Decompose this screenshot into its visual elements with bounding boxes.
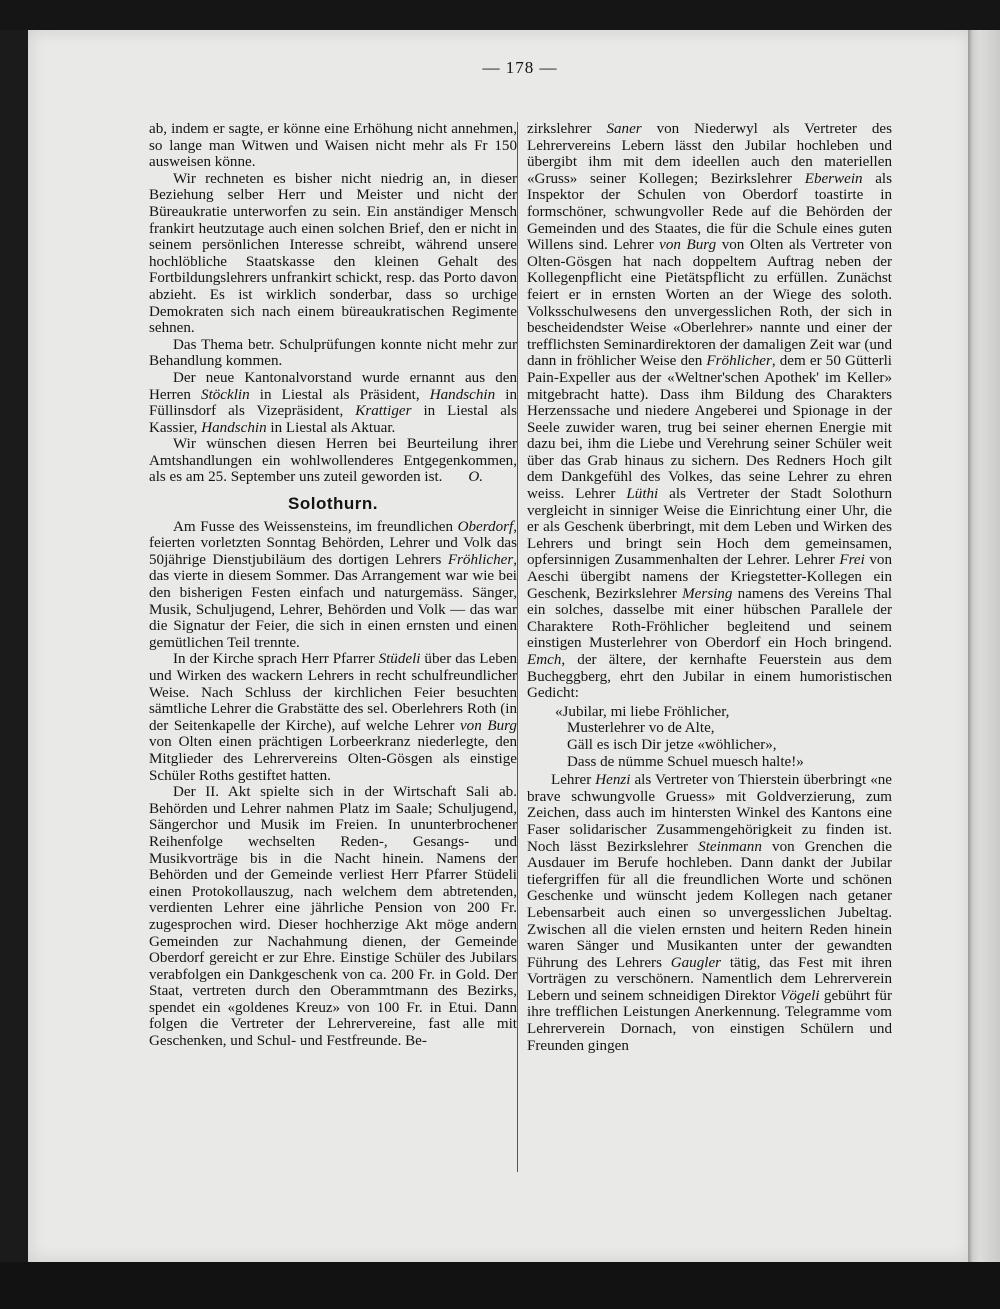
person-name: Saner (606, 121, 642, 137)
author-signature: O. (468, 469, 483, 486)
poem (527, 704, 892, 770)
text-run: in Liestal als Kassier, (149, 403, 518, 436)
person-name: Krattiger (355, 403, 412, 420)
person-name: von Burg (459, 717, 517, 734)
person-name: Gaugler (670, 954, 722, 971)
text-run: von Aeschi übergibt namens der Kriegstetter-Kollegen ein Geschenk, Bezirkslehrer (527, 552, 892, 602)
person-name: Steinmann (698, 838, 762, 855)
paragraph (149, 370, 517, 436)
text-run: in Liestal als Präsident, (249, 386, 430, 403)
poem-line: Musterlehrer vo de Alte, (567, 720, 715, 737)
text-run: In der Kirche sprach Herr Pfarrer (173, 651, 379, 668)
text-run: namens des Vereins Thal ein solches, dasselbe mit einer hübschen Parallele der Charaktere Roth-Fröhlicher begleitend und seinem einstigen Musterlehrer von Oberdorf ein Hoch bringend. (527, 585, 893, 652)
text-run: von Niederwyl als Vertreter des Lehrervereins Lebern lässt den Jubilar hochleben und übergibt ihm mit dem ideellen auch den materiellen «Gruss» seiner Kollegen; Bezirkslehrer (527, 121, 892, 187)
page-number: — 178 — (482, 58, 558, 77)
place-name: Oberdorf (457, 518, 514, 535)
paragraph: Der II. Akt spielte sich in der Wirtschaft Sali ab. Behörden und Lehrer nahmen Platz im Saale; Schuljugend, Sängerchor und Musik im Freien. In ununterbrochener Reihenfolge wechselten Reden-, Gesangs- und Musikvorträge bis in die Nacht hinein. Namens der Behörden und der Gemeinde verliest Herr Pfarrer Stüdeli einen Protokollauszug, nach welchem dem abtretenden, verdienten Lehrer eine jährliche Pension von 200 Fr. zugesprochen wird. Dieser hochherzige Akt möge andern Gemeinden zur Nachahmung dienen, der Gemeinde Oberdorf gereicht er zur Ehre. Einstige Schüler des Jubilars verabfolgen ein Dankgeschenk von ca. 200 Fr. in Gold. Der Staat, vertreten durch den Oberammtmann des Bezirks, spendet ein «goldenes Kreuz» von 100 Fr. in Etui. Dann folgen die Vertreter der Lehrervereine, fast alle mit Geschenken, und Schul- und Festfreunde. Be- (149, 784, 517, 1050)
left-column (149, 121, 517, 1050)
person-name: Stüdeli (378, 651, 421, 668)
text-run: Der neue Kantonalvorstand wurde ernannt aus den Herren (149, 369, 517, 403)
person-name: Stöcklin (201, 386, 250, 403)
poem-line: Gäll es isch Dir jetze «wöhlicher», (567, 736, 777, 753)
text-run: als Vertreter der Stadt Solothurn vergleicht in sinniger Weise die Einrichtung einer Uhr, die er als Geschenk überbringt, mit dem Leben und Wirken des Lehrers und bringt sein Hoch dem gemeinsamen, opfersinnigen Zusammenhalten der Lehrer. Lehrer (527, 486, 892, 569)
person-name: Fröhlicher (706, 353, 772, 370)
text-run: zirkslehrer (527, 121, 607, 137)
paragraph (149, 519, 517, 652)
text-run: von Grenchen die Ausdauer im Berufe hochleben. Dann dankt der Jubilar tiefergriffen für all die freundlichen Worte und schönen Geschenke und wünscht jedem Kollegen nach getaner Lebensarbeit auch einen so unvergesslichen Jubeltag. Zwischen all die vielen ernsten und heitern Reden hinein waren Sänger und Musikanten unter der gewandten Führung des Lehrers (527, 838, 892, 971)
paragraph (149, 436, 517, 486)
column-divider (517, 122, 518, 1172)
text-run: als Vertreter von Thierstein überbringt «ne brave schwungvolle Gruess» mit Goldverzierung, zum Zeichen, dass auch im hintersten Winkel des Kantons eine Faser solidarischer Zusammengehörigkeit zu finden ist. Noch lässt Bezirkslehrer (527, 772, 892, 855)
text-run: Lehrer (551, 772, 596, 789)
person-name: Vögeli (780, 987, 820, 1004)
person-name: Fröhlicher (447, 551, 514, 568)
text-run: als Inspektor der Schulen von Oberdorf toastirte in formschöner, schwungvoller Rede auf die Behörden der Gemeinden und des Staates, die für die Schule eines guten Willens sind. Lehrer (527, 170, 892, 254)
person-name: Eberwein (804, 170, 863, 187)
paragraph: Wir rechneten es bisher nicht niedrig an, in dieser Beziehung selber Herr und Meister und nicht der Büreaukratie unterworfen zu sein. Ein anständiger Mensch frankirt heutzutage auch einen solchen Brief, den er nicht in seinem persönlichen Interesse schreibt, während unsere hochlöbliche Staatskasse den kleinen Gehalt des Fortbildungslehrers unfrankirt schickt, resp. das Porto davon abzieht. Es ist wirklich sonderbar, dass so urchige Demokraten sich nach einem büreaukratischen Regimente sehnen. (149, 170, 517, 337)
paragraph (527, 121, 892, 702)
text-run: , feierten vorletzten Sonntag Behörden, Lehrer und Volk das 50jährige Dienstjubiläum des dortigen Lehrers (149, 518, 517, 568)
paragraph (149, 651, 517, 784)
person-name: von Burg (659, 237, 717, 254)
person-name: Mersing (682, 585, 733, 602)
poem-line: Dass de nümme Schuel muesch halte!» (567, 753, 804, 770)
paragraph (527, 772, 892, 1054)
person-name: Lüthi (626, 486, 659, 503)
person-name: Emch (527, 652, 562, 668)
paragraph: Das Thema betr. Schulprüfungen konnte nicht mehr zur Behandlung kommen. (149, 336, 517, 370)
scan-border-top (0, 0, 1000, 30)
person-name: Frei (839, 552, 865, 569)
scan-border-bottom (0, 1262, 1000, 1309)
paragraph: ab, indem er sagte, er könne eine Erhöhung nicht annehmen, so lange man Witwen und Waisen nicht mehr als Fr 150 ausweisen könne. (149, 121, 517, 171)
text-run: von Olten einen prächtigen Lorbeerkranz niederlegte, den Mitglieder des Lehrervereins Olten-Gösgen als einstige Schüler Roths gestiftet hatten. (149, 734, 517, 784)
person-name: Handschin (201, 419, 267, 436)
text-run: von Olten als Vertreter von Olten-Gösgen hat nach doppeltem Auftrag neben der Kollegenpflicht eine Pietätspflicht zu erfüllen. Zunächst feiert er in ernsten Worten an der Wiege des soloth. Volksschulwesens den unvergesslichen Roth, der sich in bescheidendster Weise «Oberlehrer» nannte und einer der trefflichsten Seminardirektoren der damaligen Zeit war (und dann in fröhlicher Weise den (527, 237, 892, 370)
poem-line: «Jubilar, mi liebe Fröhlicher, (555, 703, 730, 720)
person-name: Henzi (595, 772, 631, 789)
text-run: Wir wünschen diesen Herren bei Beurteilung ihrer Amtshandlungen ein wohlwollenderes Entgegenkommen, als es am 25. September uns zuteil geworden ist. (149, 436, 517, 486)
text-run: , das vierte in diesem Sommer. Das Arrangement war wie bei den bisherigen Festen einfach und naturgemäss. Sänger, Musik, Schuljugend, Lehrer, Behörden und Volk — das war die Signatur der Feier, die sich in einen ernsten und einen gemütlichen Teil trennte. (149, 551, 517, 651)
text-run: , der ältere, der kernhafte Feuerstein aus dem Bucheggberg, ehrt den Jubilar in einem humoristischen Gedicht: (527, 652, 892, 702)
person-name: Handschin (429, 386, 496, 403)
text-run: gebührt für ihre trefflichen Leistungen Anerkennung. Telegramme vom Lehrerverein Dornach, von einstigen Schülern und Freunden gingen (527, 987, 892, 1054)
text-run: , dem er 50 Gütterli Pain-Expeller aus der «Weltner'schen Apothek' im Keller» mitgebracht hatte). Dass ihm Bildung des Charakters Herzenssache und niedere Angeberei und Spionage in der Seele zuwider waren, trug bei seiner ehernen Energie mit dazu bei, ihm die Liebe und Verehrung seiner Schüler weit über das Grab hinaus zu sichern. Des Redners Hoch gilt dem Dankgefühl des Volkes, das seine Lehrer zu ehren weiss. Lehrer (527, 353, 892, 503)
text-run: über das Leben und Wirken des wackern Lehrers in recht schulfreundlicher Weise. Nach Schluss der kirchlichen Feier besuchten sämtliche Lehrer die Grabstätte des sel. Oberlehrers Roth (in der Seitenkapelle der Kirche), auf welche Lehrer (149, 651, 517, 734)
adjacent-page-edge (968, 30, 1000, 1262)
text-run: in Liestal als Aktuar. (266, 419, 396, 436)
text-run: Am Fusse des Weissensteins, im freundlichen (173, 518, 458, 535)
right-column (527, 121, 892, 1054)
text-run: in Füllinsdorf als Vizepräsident, (149, 386, 517, 420)
section-heading: Solothurn. (288, 494, 378, 514)
text-run: tätig, das Fest mit ihren Vorträgen zu verschönern. Namentlich dem Lehrerverein Lebern und seinem schneidigen Direktor (527, 954, 893, 1004)
